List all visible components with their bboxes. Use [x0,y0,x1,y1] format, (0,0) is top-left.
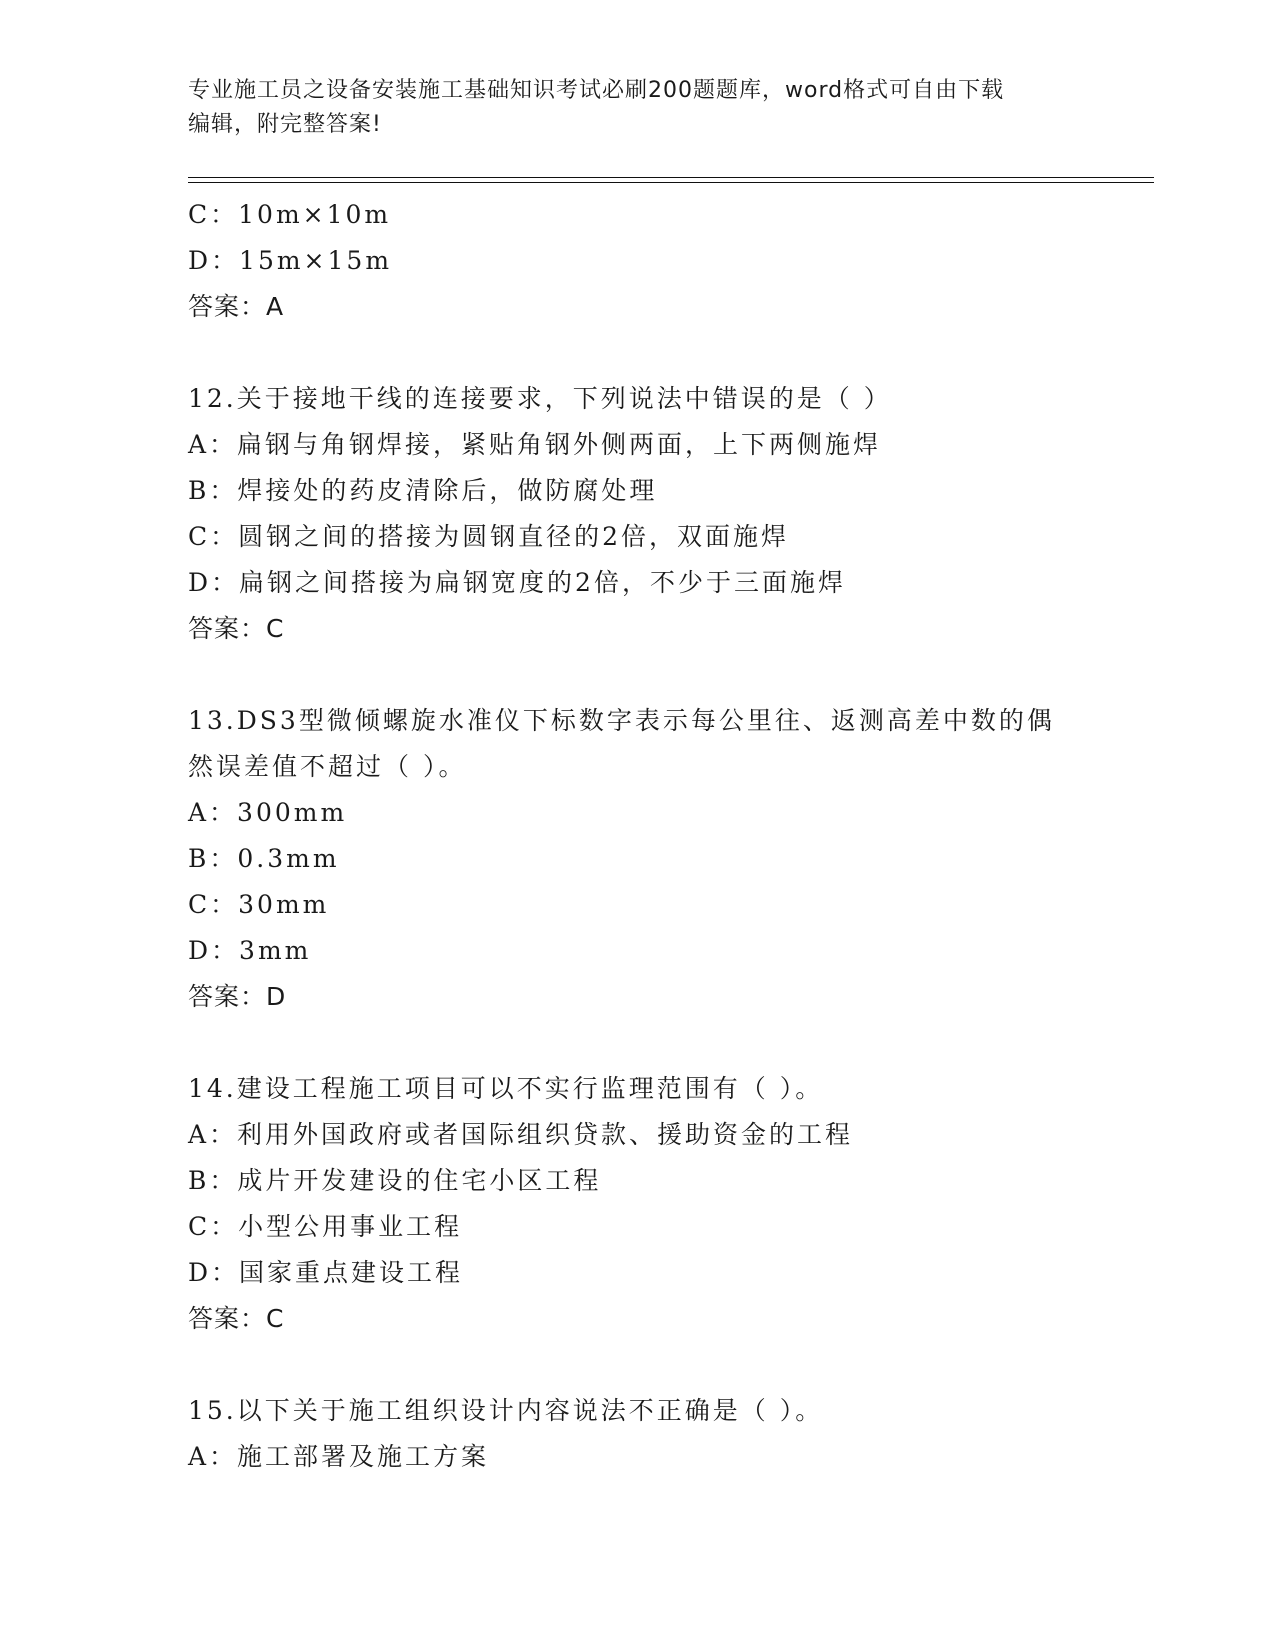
option-line: A：利用外国政府或者国际组织贷款、援助资金的工程 [188,1120,854,1149]
block-spacer [188,1342,1168,1388]
option-line: D：3mm [188,936,312,965]
option-line: D：国家重点建设工程 [188,1258,464,1287]
question-text: 13.DS3型微倾螺旋水准仪下标数字表示每公里往、返测高差中数的偶 [188,706,1055,735]
answer-line: 答案：A [188,292,285,321]
question-text: 14.建设工程施工项目可以不实行监理范围有（ ）。 [188,1074,824,1103]
option-line: B：焊接处的药皮清除后，做防腐处理 [188,476,658,505]
option-line: D：扁钢之间搭接为扁钢宽度的2倍，不少于三面施焊 [188,568,846,597]
option-line: B：0.3mm [188,844,340,873]
document-header [188,74,1068,142]
option-line: A：施工部署及施工方案 [188,1442,490,1471]
question-block [188,698,1168,1020]
option-line: C：圆钢之间的搭接为圆钢直径的2倍，双面施焊 [188,522,790,551]
option-line: A：300mm [188,798,348,827]
block-spacer [188,652,1168,698]
header-title-line-1: 专业施工员之设备安装施工基础知识考试必刷200题题库，word格式可自由下载 [188,78,1005,103]
block-spacer [188,330,1168,376]
header-divider-bottom [188,182,1154,183]
option-line: B：成片开发建设的住宅小区工程 [188,1166,602,1195]
document-body [188,192,1168,1480]
header-divider-top [188,177,1154,178]
question-text: 15.以下关于施工组织设计内容说法不正确是（ ）。 [188,1396,824,1425]
option-line: D：15m×15m [188,246,393,275]
header-title-line-2: 编辑，附完整答案! [188,112,382,137]
block-spacer [188,1020,1168,1066]
answer-line: 答案：C [188,614,285,643]
answer-line: 答案：C [188,1304,285,1333]
option-line: C：30mm [188,890,330,919]
question-block [188,1388,1168,1480]
question-text: 然误差值不超过（ ）。 [188,752,467,781]
question-block [188,192,1168,330]
question-block [188,376,1168,652]
option-line: C：小型公用事业工程 [188,1212,463,1241]
question-block [188,1066,1168,1342]
option-line: C：10m×10m [188,200,392,229]
option-line: A：扁钢与角钢焊接，紧贴角钢外侧两面，上下两侧施焊 [188,430,882,459]
answer-line: 答案：D [188,982,287,1011]
question-text: 12.关于接地干线的连接要求，下列说法中错误的是（ ） [188,384,892,413]
